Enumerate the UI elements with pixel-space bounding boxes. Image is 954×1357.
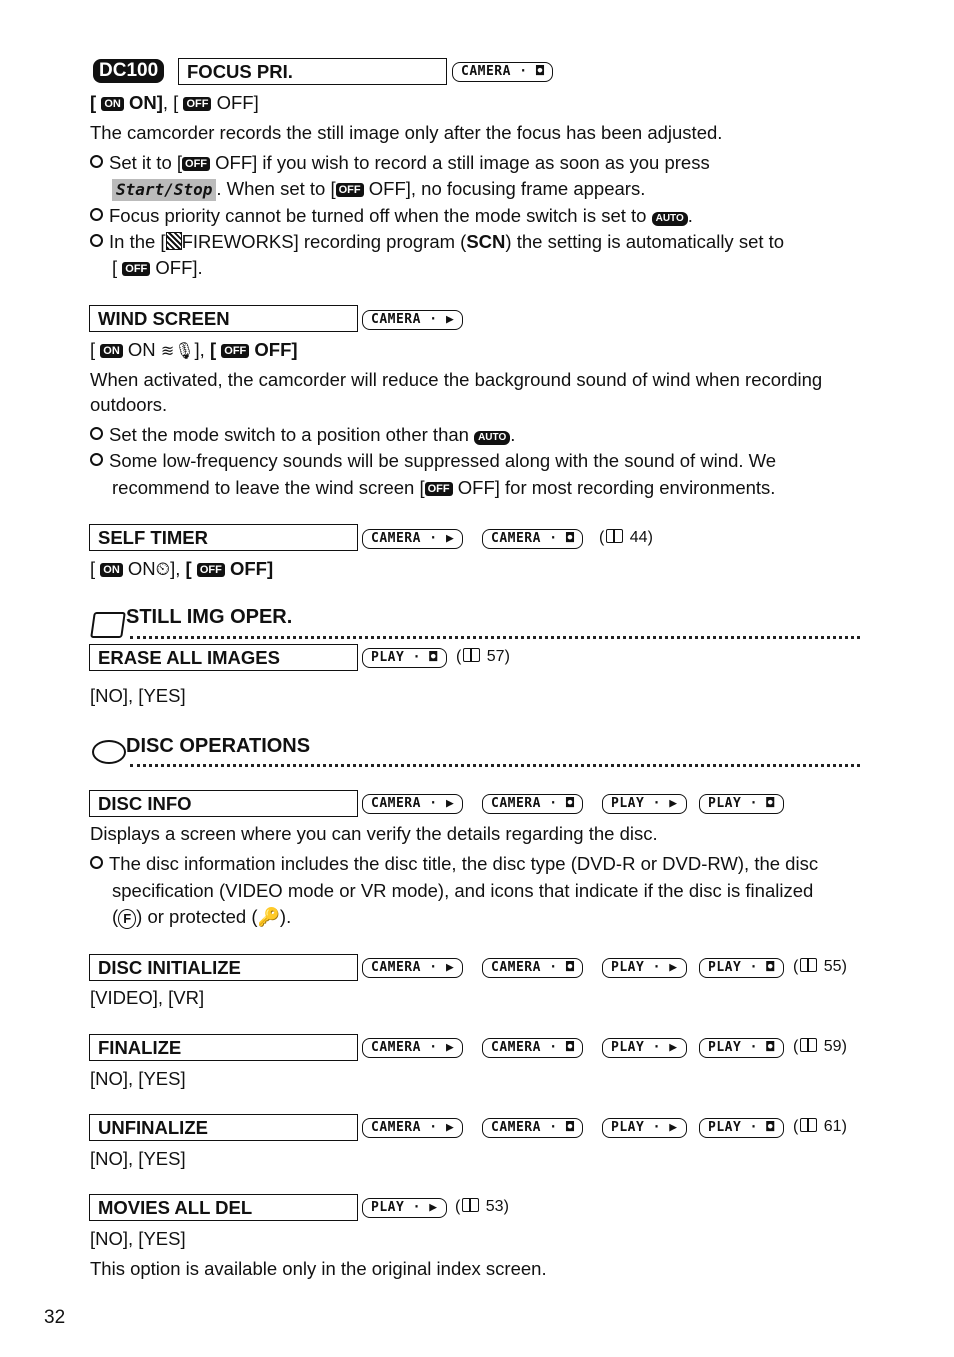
movies-all-del-note: This option is available only in the original index screen. <box>90 1258 547 1279</box>
book-icon <box>606 529 623 543</box>
mode-badge-play-movie: PLAY · ▶ <box>362 1198 447 1218</box>
book-icon <box>800 958 817 972</box>
disc-initialize-options: [VIDEO], [VR] <box>90 987 205 1008</box>
book-icon <box>462 1198 479 1212</box>
focus-bullet-1: Set it to [ OFF OFF] if you wish to record a still image as soon as you press <box>90 152 710 174</box>
focus-options: [ ON ON], [ OFF OFF] <box>90 92 259 113</box>
fireworks-icon <box>166 232 182 250</box>
mode-badge-play-movie: PLAY · ▶ <box>602 958 687 978</box>
mode-badge-camera-movie: CAMERA · ▶ <box>362 1038 463 1058</box>
mode-badge-camera-movie: CAMERA · ▶ <box>362 794 463 814</box>
finalized-icon: F <box>118 909 136 929</box>
mode-badge-play-still: PLAY · ◘ <box>699 794 784 814</box>
focus-bullet-3: In the [ FIREWORKS] recording program (SCN) the setting is automatically set to <box>90 231 784 253</box>
book-icon <box>800 1118 817 1132</box>
auto-icon: AUTO <box>652 212 688 226</box>
mode-badge-play-movie: PLAY · ▶ <box>602 1118 687 1138</box>
movies-all-del-label: MOVIES ALL DEL <box>89 1194 358 1221</box>
protected-icon: 🔑 <box>257 907 280 927</box>
self-timer-options: [ ON ON⏲], [ OFF OFF] <box>90 558 274 579</box>
on-icon: ON <box>100 344 123 358</box>
erase-all-images-label: ERASE ALL IMAGES <box>89 644 358 671</box>
off-icon: OFF <box>221 344 249 358</box>
off-icon: OFF <box>183 97 211 111</box>
off-icon: OFF <box>182 157 210 171</box>
mode-badge-camera-movie: CAMERA · ▶ <box>362 310 463 330</box>
wind-bullet-2: Some low-frequency sounds will be suppressed along with the sound of wind. We <box>90 450 776 472</box>
disc-info-bullet-cont2: ( F ) or protected (🔑). <box>112 906 292 927</box>
page-ref: ( 53) <box>455 1198 509 1215</box>
unfinalize-label: UNFINALIZE <box>89 1114 358 1141</box>
disc-info-desc: Displays a screen where you can verify the details regarding the disc. <box>90 823 658 844</box>
on-icon: ON <box>101 97 124 111</box>
wind-bullet-2-cont: recommend to leave the wind screen [ OFF OFF] for most recording environments. <box>112 477 776 498</box>
disc-info-bullet-cont: specification (VIDEO mode or VR mode), and icons that indicate if the disc is finalized <box>112 880 814 901</box>
mode-badge-play-still: PLAY · ◘ <box>699 958 784 978</box>
mode-badge-play-movie: PLAY · ▶ <box>602 794 687 814</box>
disc-initialize-label: DISC INITIALIZE <box>89 954 358 981</box>
mode-badge-camera-still: CAMERA · ◘ <box>482 1038 583 1058</box>
off-icon: OFF <box>336 183 364 197</box>
off-icon: OFF <box>122 262 150 276</box>
auto-icon: AUTO <box>474 431 510 445</box>
unfinalize-options: [NO], [YES] <box>90 1148 186 1169</box>
wind-icon: ≋🎙 <box>160 343 195 360</box>
page-ref: ( 57) <box>456 648 510 665</box>
wind-options: [ ON ON ≋🎙], [ OFF OFF] <box>90 339 298 360</box>
focus-bullet-1-cont: Start/Stop . When set to [ OFF OFF], no focusing frame appears. <box>112 178 645 201</box>
erase-options: [NO], [YES] <box>90 685 186 706</box>
page-ref: ( 61) <box>793 1118 847 1135</box>
mode-badge-play-movie: PLAY · ▶ <box>602 1038 687 1058</box>
start-stop-key: Start/Stop <box>112 179 216 201</box>
wind-desc-2: outdoors. <box>90 394 168 415</box>
disc-icon <box>92 740 126 764</box>
mode-badge-camera-still: CAMERA · ◘ <box>482 529 583 549</box>
mode-badge-camera-still: CAMERA · ◘ <box>452 62 553 82</box>
on-icon: ON <box>100 563 123 577</box>
mode-badge-camera-still: CAMERA · ◘ <box>482 958 583 978</box>
page-ref: ( 59) <box>793 1038 847 1055</box>
focus-bullet-2: Focus priority cannot be turned off when the mode switch is set to AUTO . <box>90 205 693 227</box>
still-img-oper-heading: STILL IMG OPER. <box>126 606 293 628</box>
mode-badge-camera-movie: CAMERA · ▶ <box>362 1118 463 1138</box>
movies-all-del-options: [NO], [YES] <box>90 1228 186 1249</box>
section-divider <box>130 636 860 639</box>
wind-bullet-1: Set the mode switch to a position other than AUTO . <box>90 424 515 446</box>
off-icon: OFF <box>197 563 225 577</box>
focus-pri-label: FOCUS PRI. <box>178 58 447 85</box>
book-icon <box>800 1038 817 1052</box>
focus-desc: The camcorder records the still image only after the focus has been adjusted. <box>90 122 723 143</box>
disc-operations-heading: DISC OPERATIONS <box>126 735 311 757</box>
mode-badge-camera-still: CAMERA · ◘ <box>482 1118 583 1138</box>
page-number: 32 <box>44 1307 66 1328</box>
mode-badge-play-still: PLAY · ◘ <box>362 648 447 668</box>
mode-badge-camera-movie: CAMERA · ▶ <box>362 529 463 549</box>
disc-info-label: DISC INFO <box>89 790 358 817</box>
book-icon <box>463 648 480 662</box>
timer-icon: ⏲ <box>155 558 171 579</box>
scn-icon: SCN <box>466 231 506 252</box>
finalize-label: FINALIZE <box>89 1034 358 1061</box>
mode-badge-camera-still: CAMERA · ◘ <box>482 794 583 814</box>
disc-info-bullet: The disc information includes the disc title, the disc type (DVD-R or DVD-RW), the disc <box>90 853 818 875</box>
mode-badge-play-still: PLAY · ◘ <box>699 1038 784 1058</box>
section-divider <box>130 764 860 767</box>
still-img-icon <box>90 612 126 638</box>
mode-badge-play-still: PLAY · ◘ <box>699 1118 784 1138</box>
page-ref: ( 44) <box>599 529 653 546</box>
focus-bullet-3-cont: [ OFF OFF]. <box>112 257 203 278</box>
finalize-options: [NO], [YES] <box>90 1068 186 1089</box>
model-badge: DC100 <box>93 59 164 83</box>
wind-desc-1: When activated, the camcorder will reduce the background sound of wind when recording <box>90 369 823 390</box>
self-timer-label: SELF TIMER <box>89 524 358 551</box>
off-icon: OFF <box>425 482 453 496</box>
wind-screen-label: WIND SCREEN <box>89 305 358 332</box>
mode-badge-camera-movie: CAMERA · ▶ <box>362 958 463 978</box>
page-ref: ( 55) <box>793 958 847 975</box>
